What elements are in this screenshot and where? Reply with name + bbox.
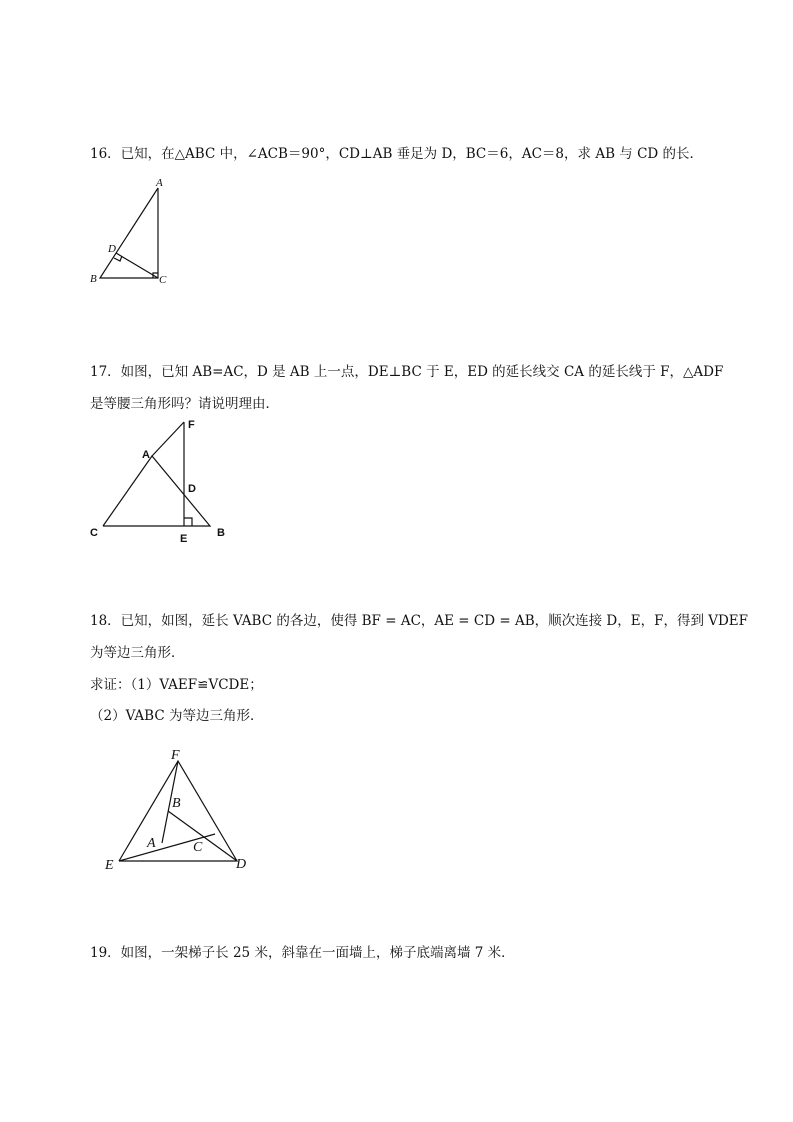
q18-line3: 求证：（1）VAEF≌VCDE； [90,677,263,693]
q17-label-a: A [142,449,150,461]
q16-right-angle-d [114,256,122,261]
q18-line4: （2）VABC 为等边三角形． [90,708,264,724]
q17-line-af [152,422,184,456]
q17-line1: 17．如图，已知 AB=AC，D 是 AB 上一点，DE⊥BC 于 E，ED 的延长线交 CA 的延长线于 F，△ADF [90,364,724,380]
q16-label-a: A [156,177,163,189]
q17-right-angle-e [184,518,192,526]
q17-label-d: D [188,483,196,495]
q18-label-e: E [105,858,114,873]
q18-triangle-def [119,761,237,861]
q18-label-c: C [193,840,203,855]
q18-line1: 18．已知，如图，延长 VABC 的各边，使得 BF = AC，AE = CD = AB，顺次连接 D，E，F，得到 VDEF [90,613,749,629]
q18-line2: 为等边三角形． [90,645,185,661]
q18-label-b: B [172,796,181,811]
q17-label-b: B [217,527,225,539]
q18-label-d: D [236,857,247,872]
q16-label-d: D [108,243,116,255]
q16-label-b: B [90,273,97,285]
q17-label-c: C [90,527,98,539]
q17-line2: 是等腰三角形吗？请说明理由． [90,396,279,412]
q19-text: 19．如图，一架梯子长 25 米，斜靠在一面墙上，梯子底端离墙 7 米． [90,945,515,961]
q16-label-c: C [159,274,167,286]
q17-label-f: F [188,419,195,431]
q17-figure [86,418,246,548]
q18-label-a: A [147,836,156,851]
q16-triangle [100,188,158,278]
q16-text: 16．已知，在△ABC 中，∠ACB＝90°，CD⊥AB 垂足为 D，BC＝6，AC＝8，求 AB 与 CD 的长． [90,146,704,162]
q18-line-bd [168,811,237,861]
q18-label-f: F [171,748,180,763]
q16-figure [86,174,186,292]
q17-label-e: E [180,533,188,545]
q18-figure [100,745,260,873]
